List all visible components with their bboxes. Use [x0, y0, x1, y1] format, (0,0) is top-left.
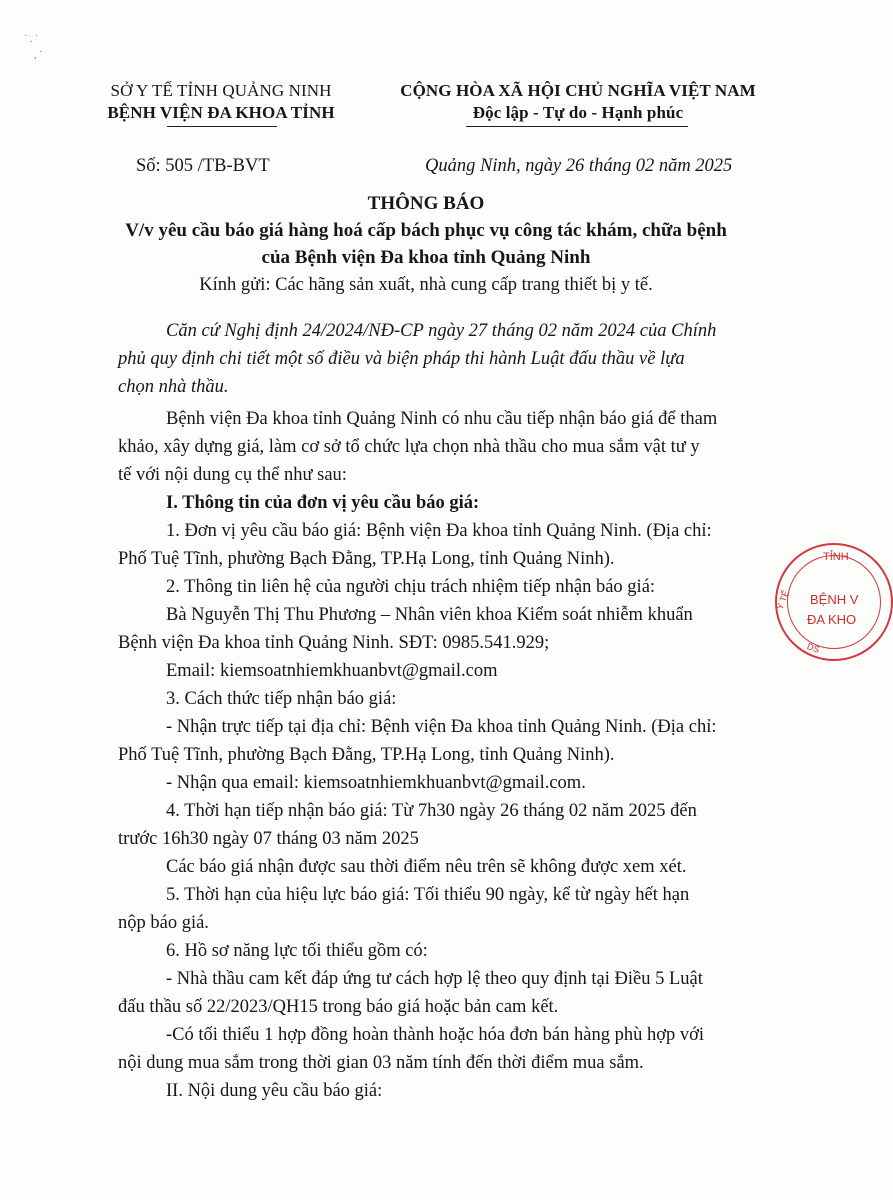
scan-specks: , ˙ [34, 50, 43, 61]
recipient: Kính gửi: Các hãng sản xuất, nhà cung cấp trang thiết bị y tế. [199, 275, 653, 295]
paragraph-line: Phố Tuệ Tĩnh, phường Bạch Đằng, TP.Hạ Long, tỉnh Quảng Ninh). [118, 549, 615, 569]
hospital-name: BỆNH VIỆN ĐA KHOA TỈNH [107, 103, 335, 122]
paragraph-line: - Nhận trực tiếp tại địa chỉ: Bệnh viện Đa khoa tỉnh Quảng Ninh. (Địa chỉ: [166, 717, 717, 737]
paragraph-line: 5. Thời hạn của hiệu lực báo giá: Tối thiểu 90 ngày, kể từ ngày hết hạn [166, 885, 690, 905]
paragraph-line: - Nhà thầu cam kết đáp ứng tư cách hợp lệ theo quy định tại Điều 5 Luật [166, 969, 703, 989]
basis-text: phủ quy định chi tiết một số điều và biện pháp thi hành Luật đấu thầu về lựa [118, 349, 685, 369]
hospital-underline [167, 126, 277, 127]
subject-line: V/v yêu cầu báo giá hàng hoá cấp bách phục vụ công tác khám, chữa bệnh [125, 220, 727, 241]
subject-line: của Bệnh viện Đa khoa tỉnh Quảng Ninh [261, 247, 591, 268]
national-title: CỘNG HÒA XÃ HỘI CHỦ NGHĨA VIỆT NAM [400, 81, 756, 100]
basis-text: chọn nhà thầu. [118, 377, 229, 397]
paragraph-line: -Có tối thiểu 1 hợp đồng hoàn thành hoặc hóa đơn bán hàng phù hợp với [166, 1025, 705, 1045]
scan-specks: ˙ . ˙ [24, 34, 39, 45]
paragraph-line: 3. Cách thức tiếp nhận báo giá: [166, 689, 397, 709]
paragraph-line: trước 16h30 ngày 07 tháng 03 năm 2025 [118, 829, 419, 849]
paragraph-line: đấu thầu số 22/2023/QH15 trong báo giá hoặc bản cam kết. [118, 997, 559, 1017]
stamp-text-bottom: DS [805, 641, 821, 655]
stamp-text-left: Y TẾ [774, 589, 791, 611]
paragraph-line: Các báo giá nhận được sau thời điểm nêu trên sẽ không được xem xét. [166, 857, 687, 877]
intro-text: tế với nội dung cụ thể như sau: [118, 465, 347, 485]
motto-underline [466, 126, 688, 127]
document-number: Số: 505 /TB-BVT [136, 156, 270, 176]
intro-text: Bệnh viện Đa khoa tỉnh Quảng Ninh có nhu cầu tiếp nhận báo giá để tham [166, 409, 718, 429]
paragraph-line: nội dung mua sắm trong thời gian 03 năm tính đến thời điểm mua sắm. [118, 1053, 644, 1073]
stamp-text-top: TỈNH [823, 551, 849, 563]
paragraph-line: 2. Thông tin liên hệ của người chịu trách nhiệm tiếp nhận báo giá: [166, 577, 656, 597]
national-motto: Độc lập - Tự do - Hạnh phúc [472, 103, 684, 122]
paragraph-line: Phố Tuệ Tĩnh, phường Bạch Đằng, TP.Hạ Long, tỉnh Quảng Ninh). [118, 745, 615, 765]
basis-text: Căn cứ Nghị định 24/2024/NĐ-CP ngày 27 tháng 02 năm 2024 của Chính [166, 321, 717, 341]
agency-name: SỞ Y TẾ TỈNH QUẢNG NINH [110, 81, 332, 100]
intro-text: khảo, xây dựng giá, làm cơ sở tổ chức lựa chọn nhà thầu cho mua sắm vật tư y [118, 437, 700, 457]
paragraph-line: nộp báo giá. [118, 913, 209, 933]
paragraph-line: Bà Nguyễn Thị Thu Phương – Nhân viên khoa Kiểm soát nhiễm khuẩn [166, 605, 693, 625]
paragraph-line: 1. Đơn vị yêu cầu báo giá: Bệnh viện Đa khoa tỉnh Quảng Ninh. (Địa chỉ: [166, 521, 712, 541]
paragraph-line: 6. Hồ sơ năng lực tối thiểu gồm có: [166, 941, 428, 961]
paragraph-line: 4. Thời hạn tiếp nhận báo giá: Từ 7h30 ngày 26 tháng 02 năm 2025 đến [166, 801, 697, 821]
document-title: THÔNG BÁO [367, 193, 485, 214]
paragraph-line: Bệnh viện Đa khoa tỉnh Quảng Ninh. SĐT: 0985.541.929; [118, 633, 550, 653]
paragraph-line: - Nhận qua email: kiemsoatnhiemkhuanbvt@gmail.com. [166, 773, 586, 793]
stamp-seal [775, 543, 893, 661]
place-date: Quảng Ninh, ngày 26 tháng 02 năm 2025 [425, 156, 733, 176]
section-heading: II. Nội dung yêu cầu báo giá: [166, 1081, 383, 1101]
stamp-text-line1: BỆNH V [810, 592, 859, 607]
section-heading: I. Thông tin của đơn vị yêu cầu báo giá: [166, 493, 480, 513]
contact-email: Email: kiemsoatnhiemkhuanbvt@gmail.com [166, 661, 498, 681]
stamp-text-line2: ĐA KHO [807, 612, 857, 627]
